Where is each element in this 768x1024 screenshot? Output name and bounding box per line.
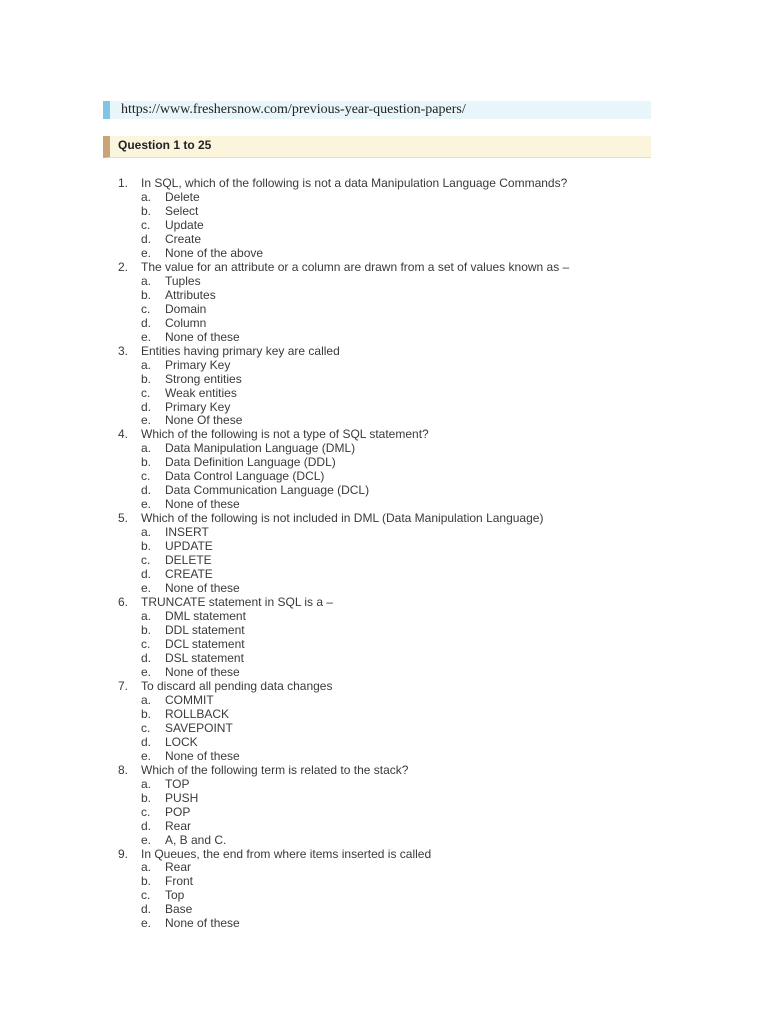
option-text: Base <box>165 902 193 917</box>
option-letter: c. <box>141 469 151 484</box>
option-text: DCL statement <box>165 636 245 651</box>
option-text: Update <box>165 217 204 232</box>
option-letter: b. <box>141 287 152 302</box>
option-text: Delete <box>165 189 200 204</box>
option-text: CREATE <box>165 567 213 582</box>
source-url[interactable]: https://www.freshersnow.com/previous-year-question-papers/ <box>121 102 466 117</box>
option-text: LOCK <box>165 734 198 749</box>
question-text: TRUNCATE statement in SQL is a – <box>141 595 334 610</box>
option-letter: a. <box>141 273 152 288</box>
question-text: To discard all pending data changes <box>141 678 333 693</box>
question-text: In SQL, which of the following is not a data Manipulation Language Commands? <box>141 176 568 190</box>
option-text: Data Manipulation Language (DML) <box>165 441 356 456</box>
option-letter: b. <box>141 874 152 889</box>
option-letter: d. <box>141 315 152 330</box>
option-letter: d. <box>141 902 152 917</box>
option-letter: e. <box>141 832 152 847</box>
option-letter: a. <box>141 357 152 372</box>
question-number: 9. <box>118 846 129 861</box>
option-letter: a. <box>141 692 152 707</box>
option-letter: e. <box>141 329 152 344</box>
option-text: Create <box>165 231 202 246</box>
url-banner <box>103 101 651 119</box>
option-text: Attributes <box>165 287 216 302</box>
option-letter: d. <box>141 399 152 414</box>
option-letter: a. <box>141 609 152 624</box>
option-text: None of these <box>165 916 240 931</box>
question-text: Which of the following is not a type of SQL statement? <box>141 427 429 442</box>
option-letter: c. <box>141 217 151 232</box>
option-text: Strong entities <box>165 371 242 386</box>
question-number: 7. <box>118 678 129 693</box>
option-text: SAVEPOINT <box>165 720 233 735</box>
option-letter: d. <box>141 231 152 246</box>
option-text: None of these <box>165 497 240 512</box>
question-text: In Queues, the end from where items inserted is called <box>141 846 432 861</box>
option-letter: b. <box>141 539 152 554</box>
option-text: Primary Key <box>165 357 231 372</box>
option-text: PUSH <box>165 790 199 805</box>
option-letter: e. <box>141 245 152 260</box>
option-text: ROLLBACK <box>165 706 230 721</box>
option-text: UPDATE <box>165 539 213 554</box>
option-text: Rear <box>165 818 192 833</box>
option-text: INSERT <box>165 525 209 540</box>
option-text: None of these <box>165 748 240 763</box>
option-letter: e. <box>141 916 152 931</box>
option-text: DDL statement <box>165 623 245 637</box>
option-letter: b. <box>141 371 152 386</box>
option-letter: e. <box>141 497 152 512</box>
option-text: Front <box>165 874 194 889</box>
option-letter: a. <box>141 776 152 791</box>
option-letter: d. <box>141 567 152 582</box>
option-letter: d. <box>141 734 152 749</box>
question-text: Entities having primary key are called <box>141 343 340 358</box>
option-letter: c. <box>141 553 151 568</box>
option-text: Weak entities <box>165 385 237 400</box>
option-letter: c. <box>141 385 151 400</box>
option-text: A, B and C. <box>165 832 227 847</box>
option-letter: c. <box>141 301 151 316</box>
question-number: 5. <box>118 511 129 526</box>
option-letter: a. <box>141 860 152 875</box>
question-text: Which of the following term is related to the stack? <box>141 762 409 777</box>
question-number: 3. <box>118 343 129 358</box>
option-letter: c. <box>141 888 151 903</box>
option-letter: a. <box>141 189 152 204</box>
option-letter: c. <box>141 720 151 735</box>
option-text: Data Control Language (DCL) <box>165 469 325 484</box>
option-text: COMMIT <box>165 692 214 707</box>
question-text: The value for an attribute or a column are drawn from a set of values known as – <box>141 259 570 274</box>
option-letter: e. <box>141 664 152 679</box>
option-text: Select <box>165 203 199 218</box>
option-text: Data Communication Language (DCL) <box>165 483 370 498</box>
option-text: Rear <box>165 860 192 875</box>
question-text: Which of the following is not included in DML (Data Manipulation Language) <box>141 511 544 526</box>
option-letter: d. <box>141 483 152 498</box>
option-letter: c. <box>141 804 151 819</box>
option-text: None of these <box>165 664 240 679</box>
option-letter: d. <box>141 818 152 833</box>
question-number: 6. <box>118 595 129 610</box>
option-text: POP <box>165 804 191 819</box>
option-text: DSL statement <box>165 650 244 665</box>
option-letter: b. <box>141 706 152 721</box>
option-text: None of these <box>165 581 240 596</box>
question-number: 4. <box>118 427 129 442</box>
option-letter: e. <box>141 413 152 428</box>
option-text: Data Definition Language (DDL) <box>165 455 336 470</box>
option-letter: e. <box>141 581 152 596</box>
option-text: Column <box>165 315 207 330</box>
option-text: Primary Key <box>165 399 231 414</box>
option-text: Tuples <box>165 273 201 288</box>
option-text: TOP <box>165 776 190 791</box>
option-text: None of these <box>165 329 240 344</box>
question-number: 1. <box>118 176 129 190</box>
option-letter: b. <box>141 623 152 637</box>
option-letter: d. <box>141 650 152 665</box>
option-letter: b. <box>141 455 152 470</box>
option-letter: a. <box>141 525 152 540</box>
option-text: None of the above <box>165 245 264 260</box>
option-letter: b. <box>141 790 152 805</box>
option-letter: e. <box>141 748 152 763</box>
option-text: None Of these <box>165 413 243 428</box>
option-text: DELETE <box>165 553 212 568</box>
section-header <box>103 136 651 158</box>
question-number: 2. <box>118 259 129 274</box>
option-letter: a. <box>141 441 152 456</box>
section-title: Question 1 to 25 <box>118 138 212 152</box>
option-text: Top <box>165 888 185 903</box>
option-text: DML statement <box>165 609 246 624</box>
option-letter: c. <box>141 636 151 651</box>
question-number: 8. <box>118 762 129 777</box>
option-text: Domain <box>165 301 207 316</box>
option-letter: b. <box>141 203 152 218</box>
